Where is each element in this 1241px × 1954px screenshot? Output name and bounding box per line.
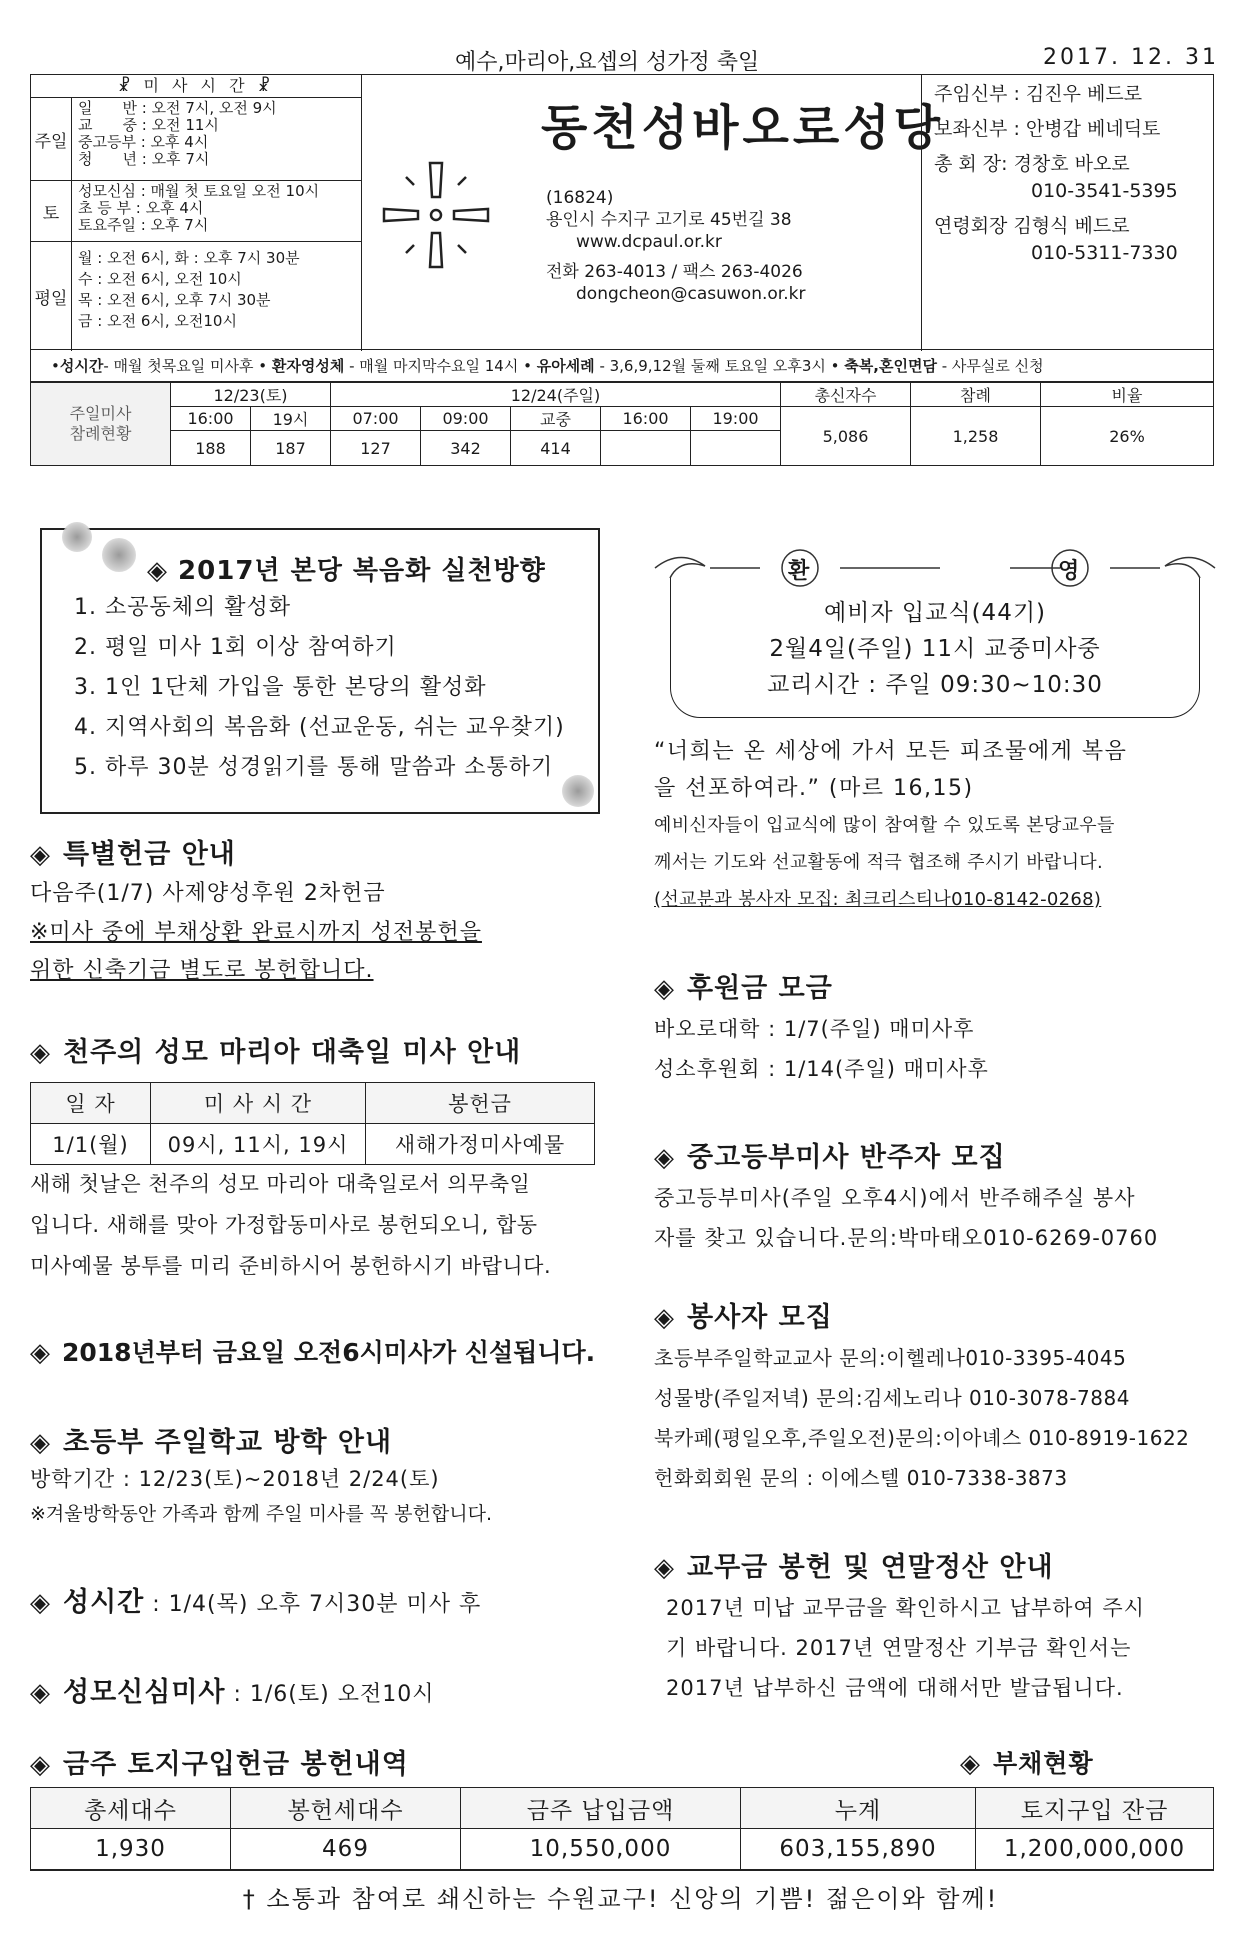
section-title: 교무금 봉헌 및 연말정산 안내	[687, 1552, 1054, 1583]
land-section-heading	[30, 1742, 409, 1781]
text-line: 헌화회회원 문의 : 이에스텔 010-7338-3873	[654, 1466, 1068, 1490]
text-line: : 1/6(토) 오전10시	[225, 1682, 435, 1707]
decorative-blot	[102, 538, 136, 572]
goals-title: ◈ 2017년 본당 복음화 실천방향	[147, 556, 546, 586]
text-line: 자를 찾고 있습니다.문의:박마태오010-6269-0760	[654, 1226, 1159, 1250]
marian-mass-section	[30, 1670, 630, 1715]
info-text: - 매월 마지막수요일 14시	[344, 357, 519, 375]
section-title: 천주의 성모 마리아 대축일 미사 안내	[63, 1037, 522, 1068]
attendance-label: 주일미사	[69, 404, 132, 423]
table-header: 토지구입 잔금	[976, 1788, 1214, 1829]
phone-fax: 전화 263-4013 / 팩스 263-4026	[546, 262, 803, 282]
staff-pastor: 주임신부 : 김진우 베드로	[934, 83, 1143, 105]
mass-line: 교 중 : 오전 11시	[78, 116, 219, 134]
section-title: 2018년부터 금요일 오전6시미사가 신설됩니다.	[62, 1338, 596, 1367]
sat-date: 12/23(토)	[171, 383, 331, 407]
mass-line: 초 등 부 : 오후 4시	[78, 199, 204, 217]
saturday-label: 토	[31, 181, 72, 241]
info-bold: 성시간	[59, 357, 104, 375]
text-line: 예비신자들이 입교식에 많이 참여할 수 있도록 본당교우들	[654, 815, 1115, 836]
section-title: 후원금 모금	[687, 973, 833, 1004]
time-cell: 19:00	[691, 407, 781, 431]
decorative-blot	[62, 522, 92, 552]
staff-assistant: 보좌신부 : 안병갑 베네딕토	[934, 118, 1161, 140]
diamond-icon: ◈	[30, 1588, 51, 1618]
mass-line: 성모신심 : 매월 첫 토요일 오전 10시	[78, 182, 320, 200]
count-cell: 342	[421, 431, 511, 466]
table-cell: 603,155,890	[741, 1829, 976, 1870]
accompanist-section	[654, 1135, 1219, 1258]
donation-section	[654, 966, 1214, 1089]
volunteer-section	[654, 1295, 1219, 1498]
info-strip: •성시간- 매월 첫목요일 미사후 • 환자영성체 - 매월 마지막수요일 14시 • 유아세례 - 3,6,9,12월 둘째 토요일 오후3시 • 축복,혼인면담 - 사무실로 신청	[30, 350, 1214, 382]
attendance-table	[30, 382, 1214, 466]
elementary-section	[30, 1420, 630, 1531]
debt-heading	[960, 1744, 1094, 1780]
diamond-icon: ◈	[30, 1678, 51, 1708]
footer-divider	[30, 1870, 1214, 1871]
text-line: 북카페(평일오후,주일오전)문의:이아녜스 010-8919-1622	[654, 1426, 1190, 1450]
time-cell: 16:00	[601, 407, 691, 431]
diamond-icon: ◈	[30, 1338, 50, 1368]
text-line: 입니다. 새해를 맞아 가정합동미사로 봉헌되오니, 합동	[30, 1213, 538, 1237]
diamond-icon: ◈	[654, 974, 675, 1004]
goal-item: 3. 1인 1단체 가입을 통한 본당의 활성화	[74, 675, 487, 700]
info-bold: 환자영성체	[271, 357, 345, 375]
sun-date: 12/24(주일)	[331, 383, 781, 407]
goal-item: 4. 지역사회의 복음화 (선교운동, 쉬는 교우찾기)	[74, 715, 565, 740]
text-line: : 1/4(목) 오후 7시30분 미사 후	[144, 1592, 482, 1617]
special-offering-section	[30, 832, 610, 991]
mass-line: 목 : 오전 6시, 오후 7시 30분	[78, 291, 271, 309]
staff-panel	[921, 75, 1215, 351]
welcome-text	[654, 733, 1214, 918]
section-title: 금주 토지구입헌금 봉헌내역	[63, 1749, 409, 1780]
col-ratio: 비율	[1041, 383, 1214, 407]
mass-times-panel	[31, 75, 362, 351]
time-cell: 09:00	[421, 407, 511, 431]
diamond-icon: ◈	[654, 1143, 675, 1173]
land-table	[30, 1787, 1214, 1870]
table-header: 총세대수	[31, 1788, 231, 1829]
goal-item: 5. 하루 30분 성경읽기를 통해 말씀과 소통하기	[74, 755, 554, 780]
church-logo-icon	[376, 155, 496, 275]
church-contact	[546, 187, 805, 305]
table-header: 봉헌세대수	[231, 1788, 461, 1829]
diamond-icon: ◈	[960, 1749, 981, 1779]
info-text: - 3,6,9,12월 둘째 토요일 오후3시	[594, 357, 826, 375]
mass-line: 토요주일 : 오후 7시	[78, 216, 209, 234]
diamond-icon: ◈	[30, 1750, 51, 1780]
welcome-line: 예비자 입교식(44기)	[823, 600, 1047, 626]
diamond-icon: ◈	[30, 840, 51, 870]
text-line: 중고등부미사(주일 오후4시)에서 반주해주실 봉사	[654, 1186, 1136, 1210]
table-cell: 469	[231, 1829, 461, 1870]
friday-mass-notice	[30, 1333, 630, 1369]
goal-item: 2. 평일 미사 1회 이상 참여하기	[74, 635, 397, 660]
diamond-icon: ◈	[654, 1303, 675, 1333]
count-cell: 187	[251, 431, 331, 466]
time-cell: 19시	[251, 407, 331, 431]
count-cell: 127	[331, 431, 421, 466]
quote-line: “너희는 온 세상에 가서 모든 피조물에게 복음	[654, 739, 1128, 764]
email-link[interactable]: dongcheon@casuwon.or.kr	[576, 284, 806, 304]
issue-date: 2017. 12. 31	[1043, 45, 1219, 70]
section-title: 특별헌금 안내	[63, 839, 236, 870]
attend-value: 1,258	[911, 407, 1041, 466]
info-text: - 사무실로 신청	[936, 357, 1044, 375]
section-title: 중고등부미사 반주자 모집	[687, 1142, 1006, 1173]
welcome-left-char: 환	[788, 559, 810, 584]
staff-president: 총 회 장: 경창호 바오로	[934, 153, 1130, 175]
saturday-mass-row	[31, 181, 361, 242]
goal-item: 1. 소공동체의 활성화	[74, 595, 291, 620]
mass-line: 금 : 오전 6시, 오전10시	[78, 312, 237, 330]
mass-line: 청 년 : 오후 7시	[78, 150, 210, 168]
total-value: 5,086	[781, 407, 911, 466]
mass-line: 일 반 : 오전 7시, 오전 9시	[78, 99, 277, 117]
diamond-icon: ◈	[654, 1553, 675, 1583]
holy-hour-section	[30, 1580, 630, 1625]
mass-line: 중고등부 : 오후 4시	[78, 133, 209, 151]
section-title: 봉사자 모집	[687, 1302, 833, 1333]
section-title: 성모신심미사	[63, 1677, 226, 1708]
address: 용인시 수지구 고기로 45번길 38	[546, 210, 792, 230]
table-header: 일 자	[31, 1083, 151, 1124]
count-cell: 414	[511, 431, 601, 466]
welcome-line: 2월4일(주일) 11시 교중미사중	[769, 636, 1101, 662]
section-title: 성시간	[63, 1587, 145, 1618]
sunday-mass-row	[31, 98, 361, 181]
count-cell: 188	[171, 431, 251, 466]
staff-senior-phone: 010-5311-7330	[1031, 242, 1178, 264]
info-bold: 축복,혼인면담	[844, 357, 937, 375]
mary-mass-table	[30, 1082, 595, 1165]
welcome-right-char: 영	[1058, 559, 1080, 584]
mary-mass-section	[30, 1030, 610, 1069]
count-cell	[601, 431, 691, 466]
table-header: 누계	[741, 1788, 976, 1829]
col-total: 총신자수	[781, 383, 911, 407]
staff-president-phone: 010-3541-5395	[1031, 180, 1178, 202]
text-line: 위한 신축기금 별도로 봉헌합니다.	[30, 958, 374, 983]
website-link[interactable]: www.dcpaul.or.kr	[576, 232, 722, 252]
sunday-label: 주일	[31, 98, 72, 180]
info-bold: 유아세례	[536, 357, 595, 375]
table-cell: 1,930	[31, 1829, 231, 1870]
staff-senior: 연령회장 김형식 베드로	[934, 215, 1130, 237]
goals-box	[40, 528, 600, 814]
time-cell: 07:00	[331, 407, 421, 431]
text-line: 2017년 납부하신 금액에 대해서만 발급됩니다.	[666, 1676, 1124, 1700]
dues-section	[654, 1545, 1219, 1708]
count-cell	[691, 431, 781, 466]
ratio-value: 26%	[1041, 407, 1214, 466]
text-line: (선교분과 봉사자 모집: 최크리스티나010-8142-0268)	[654, 889, 1102, 910]
time-cell: 교중	[511, 407, 601, 431]
mary-mass-text	[30, 1164, 610, 1287]
text-line: 다음주(1/7) 사제양성후원 2차헌금	[30, 881, 386, 906]
diamond-icon: ◈	[30, 1038, 51, 1068]
time-cell: 16:00	[171, 407, 251, 431]
decorative-blot	[562, 775, 594, 807]
text-line: 바오로대학 : 1/7(주일) 매미사후	[654, 1017, 975, 1041]
attendance-label: 참례현황	[69, 424, 132, 443]
text-line: 초등부주일학교교사 문의:이헬레나010-3395-4045	[654, 1346, 1127, 1370]
table-cell: 10,550,000	[461, 1829, 741, 1870]
welcome-box	[650, 548, 1220, 718]
text-line: 성물방(주일저녁) 문의:김세노리나 010-3078-7884	[654, 1386, 1130, 1410]
footer-slogan: † 소통과 참여로 쇄신하는 수원교구! 신앙의 기쁨! 젊은이와 함께!	[242, 1885, 999, 1913]
col-attend: 참례	[911, 383, 1041, 407]
section-title: 부채현황	[993, 1749, 1094, 1778]
diamond-icon: ◈	[30, 1428, 51, 1458]
section-title: 초등부 주일학교 방학 안내	[63, 1427, 393, 1458]
text-line: 방학기간 : 12/23(토)~2018년 2/24(토)	[30, 1467, 440, 1491]
text-line: 성소후원회 : 1/14(주일) 매미사후	[654, 1057, 989, 1081]
table-cell: 09시, 11시, 19시	[151, 1124, 366, 1165]
table-cell: 1,200,000,000	[976, 1829, 1214, 1870]
table-header: 미 사 시 간	[151, 1083, 366, 1124]
mass-times-heading: ☧ 미 사 시 간 ☧	[31, 75, 361, 98]
text-line: ※겨울방학동안 가족과 함께 주일 미사를 꼭 봉헌합니다.	[30, 1502, 492, 1525]
feast-title: 예수,마리아,요셉의 성가정 축일	[455, 50, 760, 75]
welcome-line: 교리시간 : 주일 09:30~10:30	[767, 672, 1103, 698]
text-line: ※미사 중에 부채상환 완료시까지 성전봉헌을	[30, 919, 482, 945]
quote-line: 을 선포하여라.” (마르 16,15)	[654, 776, 974, 801]
text-line: 께서는 기도와 선교활동에 적극 협조해 주시기 바랍니다.	[654, 852, 1103, 873]
table-header: 봉헌금	[366, 1083, 595, 1124]
text-line: 2017년 미납 교무금을 확인하시고 납부하여 주시	[666, 1596, 1145, 1620]
text-line: 미사예물 봉투를 미리 준비하시어 봉헌하시기 바랍니다.	[30, 1254, 552, 1278]
mass-line: 월 : 오전 6시, 화 : 오후 7시 30분	[78, 249, 300, 267]
text-line: 기 바랍니다. 2017년 연말정산 기부금 확인서는	[666, 1636, 1132, 1660]
mass-line: 수 : 오전 6시, 오전 10시	[78, 270, 242, 288]
table-cell: 새해가정미사예물	[366, 1124, 595, 1165]
text-line: 새해 첫날은 천주의 성모 마리아 대축일로서 의무축일	[30, 1172, 531, 1196]
table-cell: 1/1(월)	[31, 1124, 151, 1165]
church-name: 동천성바오로성당	[541, 100, 944, 156]
table-header: 금주 납입금액	[461, 1788, 741, 1829]
weekday-label: 평일	[31, 242, 72, 351]
weekday-mass-row	[31, 242, 361, 351]
postcode: (16824)	[546, 188, 614, 208]
header-box	[30, 74, 1214, 350]
info-text: - 매월 첫목요일 미사후	[103, 357, 254, 375]
